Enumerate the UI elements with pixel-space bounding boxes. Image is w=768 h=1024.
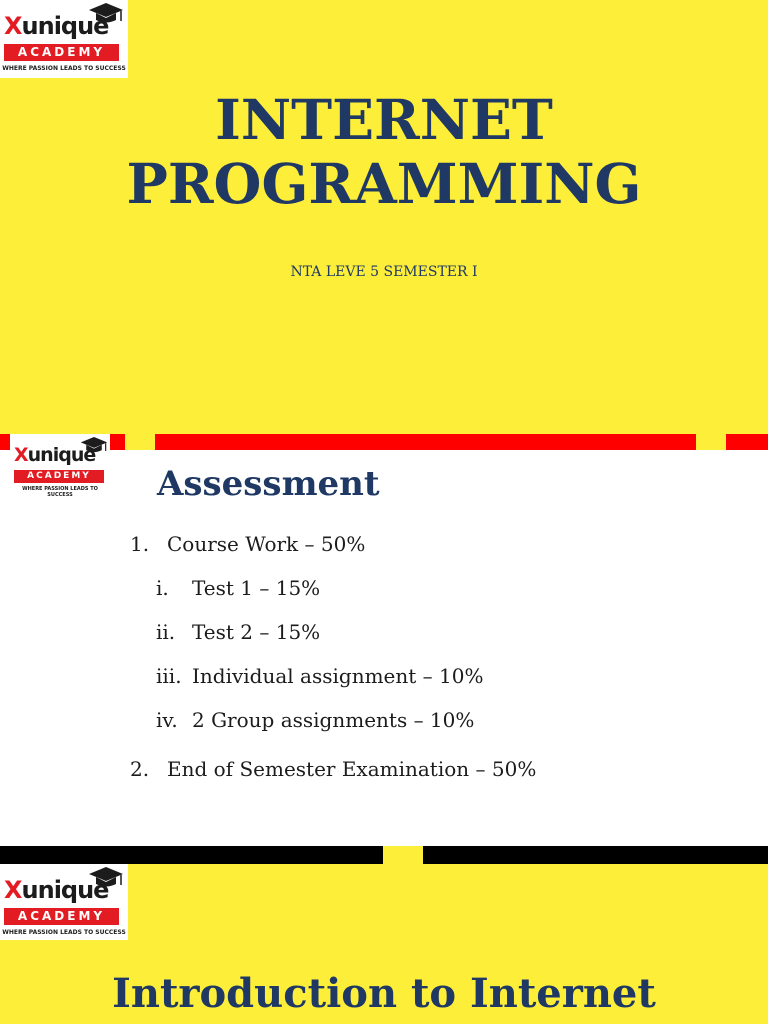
logo-tagline: WHERE PASSION LEADS TO SUCCESS	[2, 65, 126, 72]
list-item-number: iv.	[156, 708, 178, 732]
assessment-list	[0, 434, 768, 846]
logo-academy-label: ACADEMY	[4, 908, 119, 925]
top-stripe-yellow	[383, 846, 423, 864]
logo-tagline: WHERE PASSION LEADS TO SUCCESS	[2, 929, 126, 936]
list-item	[156, 664, 483, 688]
unique-academy-logo	[0, 0, 128, 78]
list-item	[130, 532, 365, 556]
list-item-number: ii.	[156, 620, 176, 644]
slide-subtitle: NTA LEVE 5 SEMESTER I	[290, 264, 478, 280]
list-item-text: 2 Group assignments – 10%	[192, 708, 475, 732]
logo-tagline: WHERE PASSION LEADS TO SUCCESS	[22, 486, 98, 498]
list-item-text: Test 1 – 15%	[192, 576, 321, 600]
logo-wordmark: Xunique	[4, 876, 109, 904]
logo-wordmark: Xunique	[14, 444, 96, 466]
list-item-text: Test 2 – 15%	[192, 620, 321, 644]
introduction-title: Introduction to Internet	[112, 970, 656, 1017]
slide-title	[0, 0, 768, 434]
list-item	[156, 708, 474, 732]
list-item-number: 2.	[130, 757, 150, 781]
title-line-1: INTERNET	[215, 87, 553, 152]
list-item-number: iii.	[156, 664, 182, 688]
slide-title-heading	[0, 88, 768, 216]
assessment-heading: Assessment	[157, 464, 380, 504]
unique-academy-logo	[0, 864, 128, 940]
logo-academy-label: ACADEMY	[4, 44, 119, 61]
slide-introduction	[0, 846, 768, 1024]
list-item-number: i.	[156, 576, 169, 600]
list-item	[130, 757, 536, 781]
list-item	[156, 576, 320, 600]
title-line-2: PROGRAMMING	[126, 151, 642, 216]
list-item-number: 1.	[130, 532, 150, 556]
list-item	[156, 620, 320, 644]
list-item-text: Individual assignment – 10%	[192, 664, 484, 688]
list-item-text: End of Semester Examination – 50%	[167, 757, 537, 781]
logo-academy-label: ACADEMY	[14, 470, 104, 483]
logo-wordmark: Xunique	[4, 12, 109, 40]
list-item-text: Course Work – 50%	[167, 532, 366, 556]
slide-assessment	[0, 434, 768, 846]
